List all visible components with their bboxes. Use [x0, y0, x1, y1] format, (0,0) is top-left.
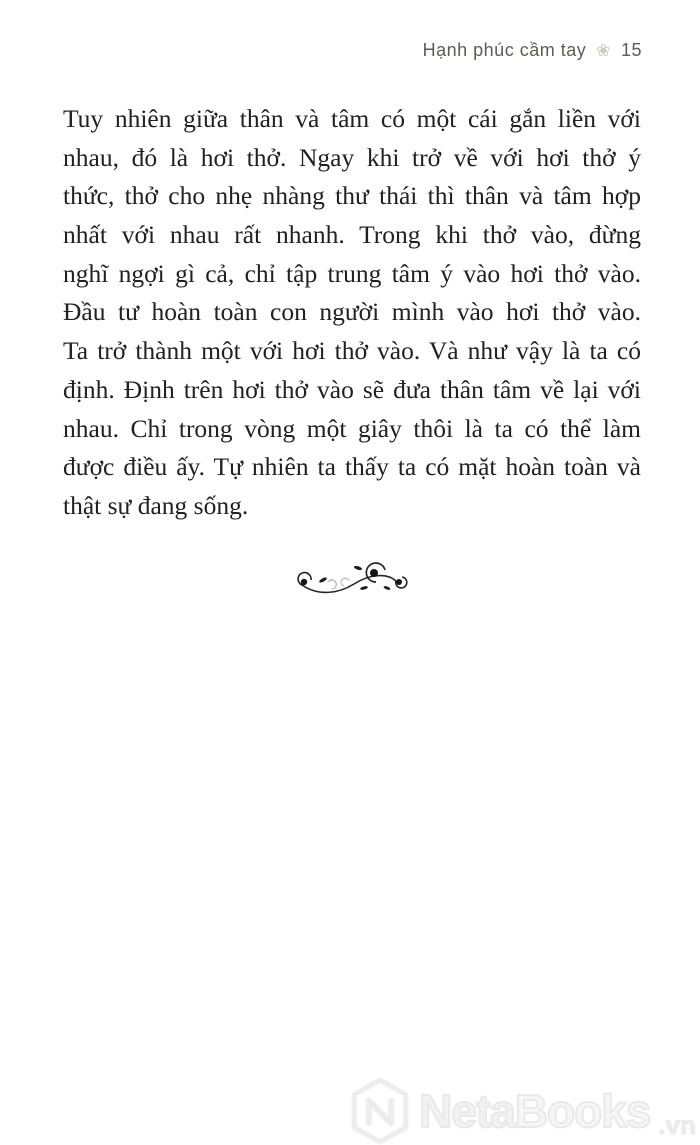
text-line: định. Định trên hơi thở vào sẽ đưa thân tâm về lại với: [63, 374, 641, 404]
watermark-name-part2: Books: [514, 1085, 651, 1137]
flower-sprig-icon: ❀: [596, 41, 611, 60]
running-header: [423, 40, 642, 61]
flourish-ornament-icon: [292, 558, 412, 602]
text-line: nhau. Chỉ trong vòng một giây thôi là ta có thể làm: [63, 413, 641, 443]
watermark-domain-suffix: .vn: [658, 1110, 696, 1140]
watermark: [347, 1077, 696, 1145]
paragraph: [63, 100, 641, 526]
text-line: Đầu tư hoàn toàn con người mình vào hơi thở vào.: [63, 297, 641, 327]
section-divider: [63, 558, 641, 602]
watermark-text: [419, 1085, 651, 1137]
text-line: Ta trở thành một với hơi thở vào. Và như vậy là ta có: [63, 336, 641, 366]
text-line: nhau, đó là hơi thở. Ngay khi trở về với hơi thở ý: [63, 142, 641, 172]
text-line: thật sự đang sống.: [63, 490, 249, 520]
watermark-name-part1: Neta: [419, 1085, 515, 1137]
text-line: nhất với nhau rất nhanh. Trong khi thở vào, đừng: [63, 220, 641, 250]
page-number: 15: [620, 40, 642, 60]
netabooks-logo-icon: [347, 1077, 413, 1145]
text-line: nghĩ ngợi gì cả, chỉ tập trung tâm ý vào hơi thở vào.: [63, 258, 641, 288]
text-line: Tuy nhiên giữa thân và tâm có một cái gắn liền với: [63, 104, 641, 133]
text-line: được điều ấy. Tự nhiên ta thấy ta có mặt hoàn toàn và: [63, 452, 641, 482]
book-title: Hạnh phúc cầm tay: [422, 40, 587, 60]
text-line: thức, thở cho nhẹ nhàng thư thái thì thân và tâm hợp: [63, 181, 641, 211]
